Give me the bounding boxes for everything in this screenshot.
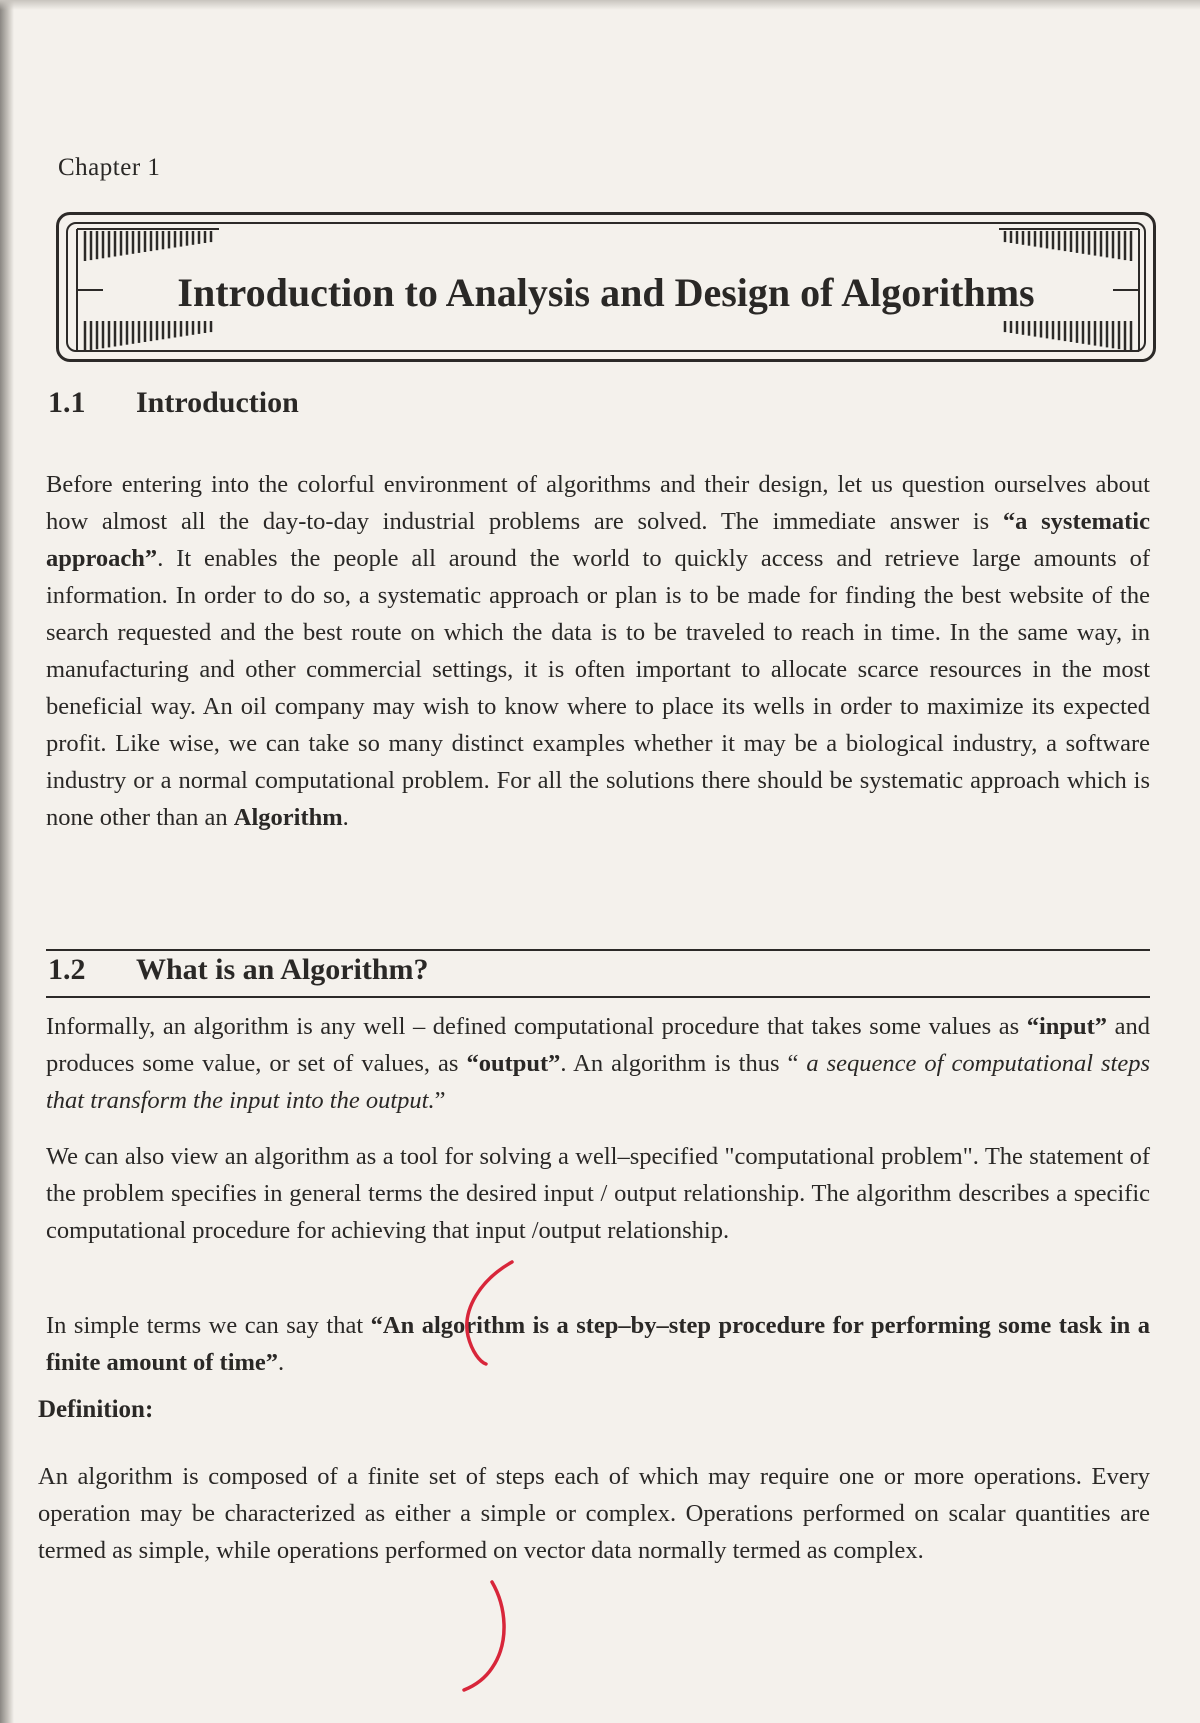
intro-text-2: . It enables the people all around the world to quickly access and retrieve large amounts of information. In order to do so, a systematic approach or plan is to be made for finding the best website of the search requested and the best route on which the data is to be traveled to reach in time. In the same way, in manufacturing and other commercial settings, it is often important to allocate scarce resources in the most beneficial way. An oil company may wish to know where to place its wells in order to maximize its expected profit. Like wise, we can take so many distinct examples whether it may be a biological industry, a software industry or a normal computational problem. For all the solutions there should be systematic approach which is none other than an — [46, 545, 1150, 831]
section-title: Introduction — [136, 386, 299, 419]
section-title: What is an Algorithm? — [136, 953, 429, 986]
intro-text-3: . — [342, 804, 349, 831]
definition-paragraph: An algorithm is composed of a finite set of steps each of which may require one or more operations. Every operation may be characterized as either a simple or complex. Operations performed on scalar quantities are termed as simple, while operations performed on vector data normally termed as complex. — [38, 1463, 1150, 1564]
algo-text-1d: ” — [434, 1087, 446, 1114]
algo-text-1c: . An algorithm is thus “ — [560, 1050, 807, 1077]
intro-bold-systematic: “a systematic approach” — [46, 508, 1150, 572]
algo-bold-definition: “An algorithm is a step–by–step procedure for performing some task in a finite amount of time” — [46, 1312, 1151, 1376]
algo-text-1b: and produces some value, or set of values, as — [46, 1013, 1150, 1077]
algo-text-1a: Informally, an algorithm is any well – defined computational procedure that takes some values as — [46, 1013, 1027, 1040]
algo-paragraph-2: We can also view an algorithm as a tool for solving a well–specified "computational problem". The statement of the problem specifies in general terms the desired input / output relationship. The algorithm describes a specific computational procedure for achieving that input /output relationship. — [46, 1143, 1150, 1244]
section-number: 1.1 — [48, 386, 86, 419]
algo-text-3b: . — [278, 1349, 285, 1376]
definition-heading: Definition: — [38, 1396, 154, 1423]
algo-bold-output: “output” — [466, 1050, 561, 1077]
section-number: 1.2 — [48, 953, 86, 986]
chapter-label: Chapter 1 — [58, 154, 161, 181]
algo-bold-input: “input” — [1026, 1013, 1108, 1040]
chapter-title: Introduction to Analysis and Design of Algorithms — [177, 270, 1035, 315]
intro-bold-algorithm: Algorithm — [233, 804, 343, 831]
algo-text-3a: In simple terms we can say that — [46, 1312, 371, 1339]
algo-italic-sequence: a sequence of computational steps that transform the input into the output. — [46, 1050, 1150, 1114]
intro-text-1: Before entering into the colorful environment of algorithms and their design, let us question ourselves about how almost all the day-to-day industrial problems are solved. The immediate answer is — [46, 471, 1150, 535]
